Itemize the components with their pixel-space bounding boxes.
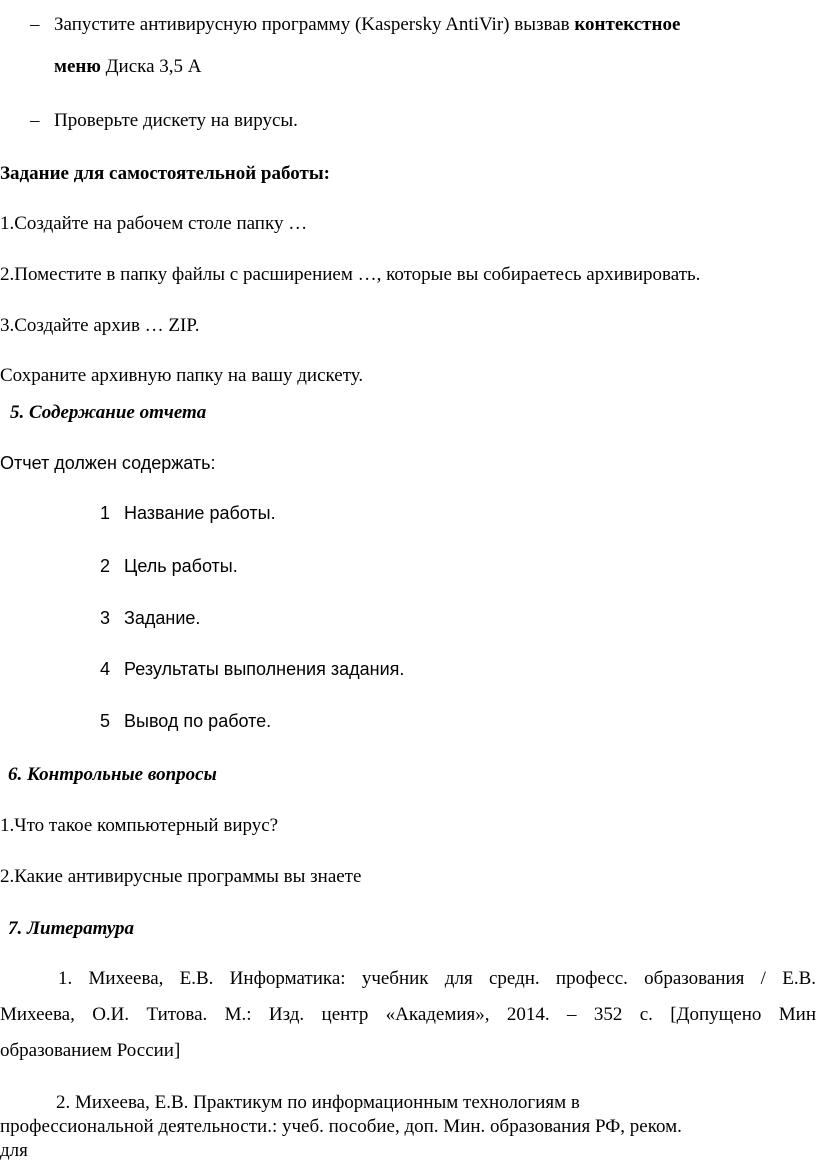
step-1-bold: контекстное (574, 14, 681, 35)
report-item-number: 3 (100, 608, 111, 628)
reference-1-line: 1. Михеева, Е.В. Информатика: учебник для средн. професс. образования / Е.В. (58, 968, 816, 989)
task-item: 3.Создайте архив … ZIP. (0, 315, 200, 336)
reference-2-line: 2. Михеева, Е.В. Практикум по информационным технологиям в (56, 1092, 580, 1113)
task-item: 2.Поместите в папку файлы с расширением …, которые вы собираетесь архивировать. (0, 264, 701, 285)
report-item-number: 5 (100, 711, 111, 731)
step-1-bold-2: меню (54, 56, 101, 77)
report-intro: Отчет должен содержать: (0, 453, 216, 473)
report-item (100, 503, 276, 524)
report-item-number: 4 (100, 659, 111, 679)
step-1-cont (54, 56, 202, 78)
step-1-text-2: Диска 3,5 А (100, 56, 202, 77)
report-item-text: Цель работы. (124, 556, 238, 576)
task-item: 1.Создайте на рабочем столе папку … (0, 213, 308, 234)
task-heading: Задание для самостоятельной работы: (0, 163, 330, 184)
report-item (100, 711, 271, 732)
reference-1-line: Михеева, О.И. Титова. М.: Изд. центр «Академия», 2014. – 352 с. [Допущено Мин (0, 1004, 816, 1025)
report-item-text: Результаты выполнения задания. (124, 659, 405, 679)
question-item: 1.Что такое компьютерный вирус? (0, 815, 279, 836)
literature-heading: 7. Литература (8, 918, 135, 939)
report-item-number: 2 (100, 556, 111, 576)
reference-2-line: для (0, 1140, 28, 1161)
report-item (100, 608, 200, 629)
report-item-number: 1 (100, 503, 111, 523)
report-item-text: Задание. (124, 608, 201, 628)
reference-1-line: образованием России] (0, 1040, 181, 1061)
step-2-text: Проверьте дискету на вирусы. (54, 110, 298, 131)
dash-bullet: – (30, 14, 40, 35)
report-item-text: Вывод по работе. (124, 711, 272, 731)
dash-bullet: – (30, 110, 40, 131)
questions-heading: 6. Контрольные вопросы (8, 764, 217, 785)
task-item: Сохраните архивную папку на вашу дискету. (0, 365, 364, 386)
report-item (100, 659, 404, 680)
report-heading: 5. Содержание отчета (10, 402, 207, 423)
step-1-text: Запустите антивирусную программу (Kaspersky AntiVir) вызвав (54, 14, 575, 35)
question-item: 2.Какие антивирусные программы вы знаете (0, 866, 362, 887)
report-item (100, 556, 238, 577)
reference-2-line: профессиональной деятельности.: учеб. пособие, доп. Мин. образования РФ, реком. (0, 1116, 682, 1137)
report-item-text: Название работы. (124, 503, 276, 523)
